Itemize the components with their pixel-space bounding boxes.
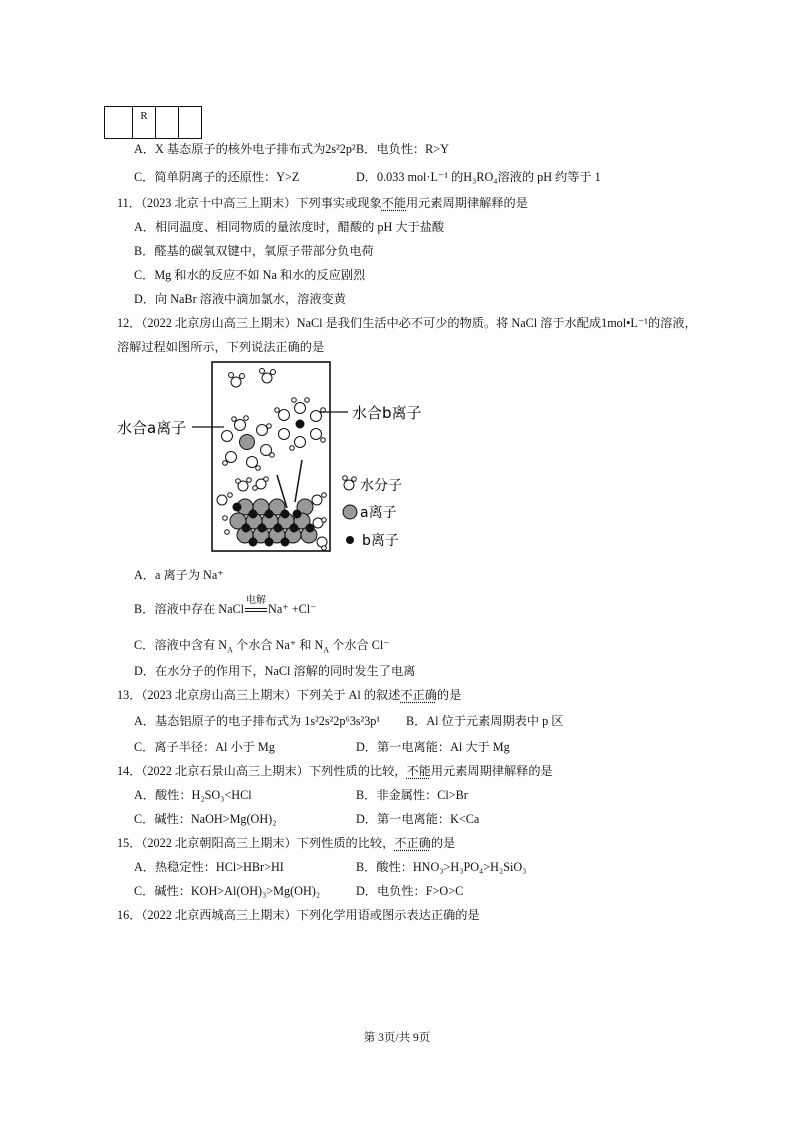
q13-option-b: B．Al 位于元素周期表中 p 区 (406, 714, 564, 728)
page-footer: 第 3页/共 9页 (363, 1032, 431, 1044)
nacl-dissolution-figure (112, 360, 422, 556)
legend-water-icon (343, 476, 357, 490)
nacl-crystal (230, 499, 317, 546)
q15-option-b: B．酸性：HNO₃>H₃PO₄>H₂SiO₃ (356, 860, 527, 874)
legend-b-label: b离子 (362, 533, 399, 549)
legend-b-icon (346, 536, 354, 544)
q14-option-a: A．酸性：H₂SO₃<HCl (134, 788, 252, 802)
table-cell (105, 107, 133, 139)
q11-stem: 11．（2023 北京十中高三上期末）下列事实或现象不能用元素周期律解释的是 (117, 196, 528, 210)
q12-option-d: D．在水分子的作用下，NaCl 溶解的同时发生了电离 (134, 664, 416, 678)
q11-option-b: B．醛基的碳氧双键中，氧原子带部分负电荷 (134, 244, 374, 258)
q15-option-a: A．热稳定性：HCl>HBr>HI (134, 860, 284, 874)
q12-option-a: A．a 离子为 Na⁺ (134, 568, 224, 582)
q10-option-b: B．电负性：R>Y (356, 142, 449, 156)
q13-stem: 13．（2023 北京房山高三上期末）下列关于 Al 的叙述不正确的是 (117, 688, 462, 702)
q12-stem: 12．（2022 北京房山高三上期末）NaCl 是我们生活中必不可少的物质。将 NaCl 溶于水配成1mol•L⁻¹的溶液， (117, 316, 697, 330)
q14-stem: 14．（2022 北京石景山高三上期末）下列性质的比较，不能用元素周期律解释的是 (117, 764, 553, 778)
fig-label-hydrated-b: 水合b离子 (352, 404, 422, 422)
legend-water-label: 水分子 (360, 478, 402, 494)
water-molecule (229, 373, 245, 388)
table-cell (156, 107, 179, 139)
q15-option-c: C．碱性：KOH>Al(OH)₃>Mg(OH)₂ (134, 884, 321, 898)
q12-option-b: B．溶液中存在 NaCl 电解 Na⁺ +Cl⁻ (134, 595, 317, 616)
q14-option-d: D．第一电离能：K<Ca (356, 812, 480, 826)
q14-option-c: C．碱性：NaOH>Mg(OH)₂ (134, 812, 277, 826)
q11-option-c: C．Mg 和水的反应不如 Na 和水的反应剧烈 (134, 268, 366, 282)
hydrated-a-ion (222, 416, 275, 471)
fig-label-hydrated-a: 水合a离子 (117, 419, 187, 437)
hydrated-b-ion (275, 398, 326, 451)
q15-stem: 15．（2022 北京朝阳高三上期末）下列性质的比较，不正确的是 (117, 836, 456, 850)
water-molecule (253, 477, 269, 491)
legend-a-label: a离子 (360, 505, 397, 521)
table-cell (179, 107, 202, 139)
water-molecule (236, 478, 252, 491)
q10-option-d: D．0.033 mol·L⁻¹ 的H₃RO₄溶液的 pH 约等于 1 (356, 170, 601, 184)
water-molecule (260, 369, 276, 384)
q11-option-d: D．向 NaBr 溶液中滴加氯水，溶液变黄 (134, 292, 346, 306)
q13-option-a: A．基态铝原子的电子排布式为 1s²2s²2p⁶3s²3p¹ (134, 714, 381, 728)
q11-option-a: A．相同温度、相同物质的量浓度时，醋酸的 pH 大于盐酸 (134, 220, 445, 234)
q15-option-d: D．电负性：F>O>C (356, 884, 464, 898)
legend-a-icon (343, 505, 357, 519)
q16-stem: 16．（2022 北京西城高三上期末）下列化学用语或图示表达正确的是 (117, 908, 480, 922)
q13-option-c: C．离子半径：Al 小于 Mg (134, 740, 275, 754)
table-cell: R (133, 107, 156, 139)
q10-option-a: A．X 基态原子的核外电子排布式为2s²2p² (134, 142, 356, 156)
q14-option-b: B．非金属性：Cl>Br (356, 788, 468, 802)
q12-stem-line2: 溶解过程如图所示，下列说法正确的是 (117, 340, 325, 354)
q13-option-d: D．第一电离能：Al 大于 Mg (356, 740, 510, 754)
q10-option-c: C．简单阴离子的还原性：Y>Z (134, 170, 300, 184)
periodic-table-fragment (104, 106, 202, 139)
dissolve-arrow (295, 460, 302, 502)
q12-option-c: C．溶液中含有 $N_A$ 个水合 Na⁺ 和 $N_A$ 个水合 Cl⁻ (134, 638, 390, 655)
